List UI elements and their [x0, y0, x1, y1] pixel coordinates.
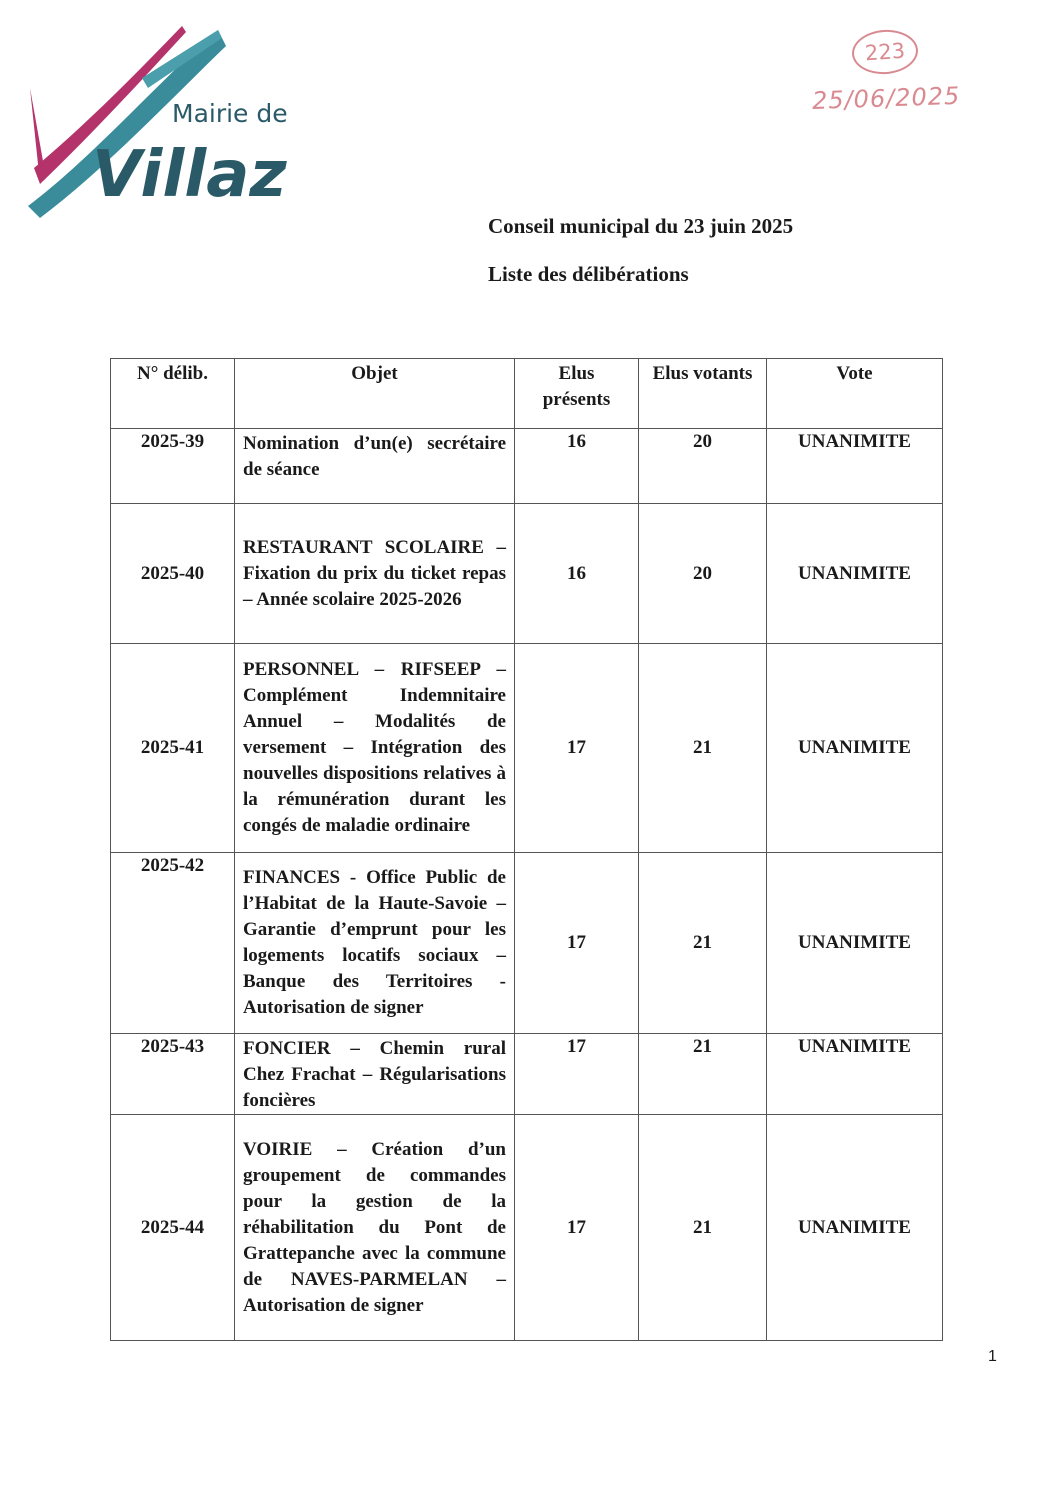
deliberations-table [110, 358, 943, 1341]
header-votants: Elus votants [639, 359, 767, 429]
cell-objet: PERSONNEL – RIFSEEP – Complément Indemnitaire Annuel – Modalités de versement – Intégration des nouvelles dispositions relatives à la rémunération durant les congés de maladie ordinaire [235, 644, 515, 853]
header-objet: Objet [235, 359, 515, 429]
cell-objet: FINANCES - Office Public de l’Habitat de la Haute-Savoie – Garantie d’emprunt pour les logements locatifs sociaux – Banque des Territoires - Autorisation de signer [235, 853, 515, 1034]
cell-votants: 21 [639, 644, 767, 853]
cell-objet: RESTAURANT SCOLAIRE – Fixation du prix du ticket repas – Année scolaire 2025-2026 [235, 504, 515, 644]
page-number: 1 [988, 1348, 997, 1365]
cell-vote: UNANIMITE [767, 644, 943, 853]
cell-votants: 21 [639, 853, 767, 1034]
cell-vote: UNANIMITE [767, 429, 943, 504]
table-row [111, 853, 943, 1034]
table-row [111, 1034, 943, 1115]
cell-num: 2025-39 [111, 429, 235, 504]
mairie-logo [22, 18, 312, 223]
table-row [111, 429, 943, 504]
table-row [111, 504, 943, 644]
document-subtitle: Liste des délibérations [488, 262, 689, 286]
cell-num: 2025-44 [111, 1115, 235, 1341]
cell-votants: 20 [639, 504, 767, 644]
cell-presents: 17 [515, 1034, 639, 1115]
document-title: Conseil municipal du 23 juin 2025 [488, 214, 794, 238]
reception-stamp [812, 22, 982, 122]
cell-num: 2025-42 [111, 853, 235, 1034]
table-row [111, 644, 943, 853]
logo-text-mairie: Mairie de [172, 99, 288, 128]
header-presents: Elus présents [515, 359, 639, 429]
table-row [111, 1115, 943, 1341]
cell-presents: 16 [515, 504, 639, 644]
header-num: N° délib. [111, 359, 235, 429]
cell-objet: VOIRIE – Création d’un groupement de commandes pour la gestion de la réhabilitation du Pont de Grattepanche avec la commune de NAVES-PARMELAN – Autorisation de signer [235, 1115, 515, 1341]
table-header-row [111, 359, 943, 429]
cell-num: 2025-43 [111, 1034, 235, 1115]
cell-presents: 16 [515, 429, 639, 504]
cell-objet: Nomination d’un(e) secrétaire de séance [235, 429, 515, 504]
cell-presents: 17 [515, 1115, 639, 1341]
cell-num: 2025-40 [111, 504, 235, 644]
cell-presents: 17 [515, 644, 639, 853]
cell-vote: UNANIMITE [767, 1034, 943, 1115]
cell-vote: UNANIMITE [767, 1115, 943, 1341]
stamp-date: 25/06/2025 [811, 81, 961, 115]
cell-objet: FONCIER – Chemin rural Chez Frachat – Régularisations foncières [235, 1034, 515, 1115]
cell-num: 2025-41 [111, 644, 235, 853]
villaz-logo-graphic [22, 18, 312, 223]
cell-votants: 21 [639, 1034, 767, 1115]
cell-presents: 17 [515, 853, 639, 1034]
cell-votants: 20 [639, 429, 767, 504]
stamp-number: 223 [851, 28, 920, 76]
cell-vote: UNANIMITE [767, 853, 943, 1034]
header-vote: Vote [767, 359, 943, 429]
cell-votants: 21 [639, 1115, 767, 1341]
cell-vote: UNANIMITE [767, 504, 943, 644]
logo-text-villaz: Villaz [92, 138, 287, 212]
